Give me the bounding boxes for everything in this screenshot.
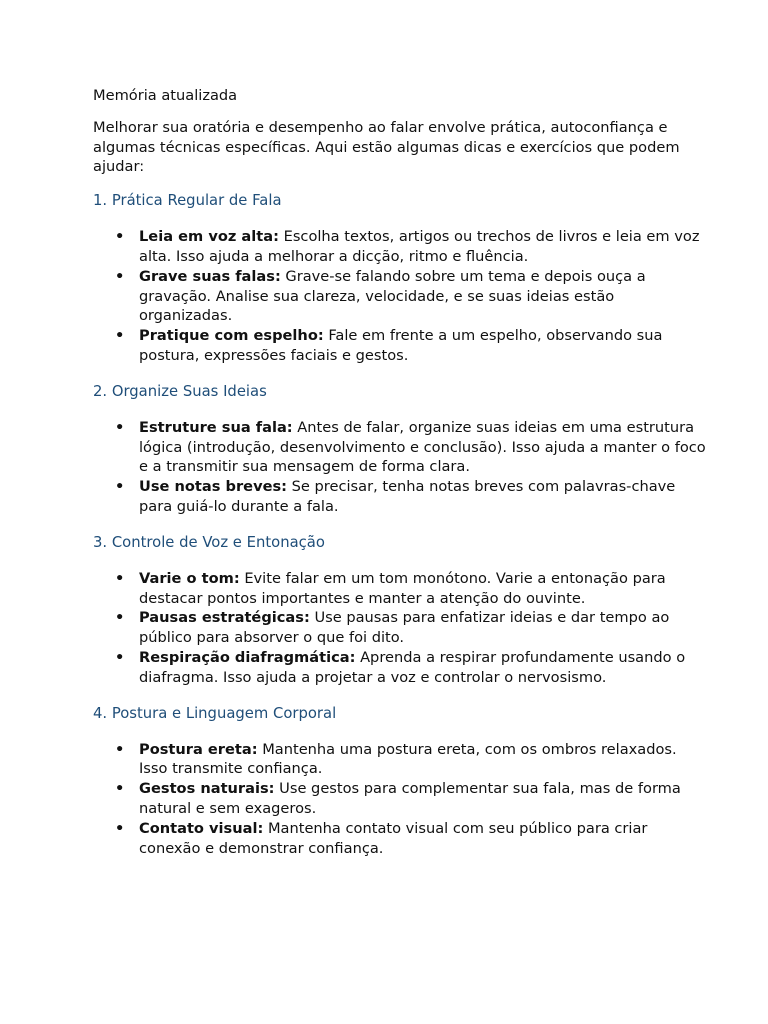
- list-item: [93, 648, 708, 688]
- list-item: [93, 819, 708, 859]
- bullet-icon: •: [115, 418, 125, 436]
- memory-label: Memória atualizada: [93, 87, 238, 104]
- item-text: Evite falar em um tom monótono. Varie a entonação para destacar pontos importantes e manter a atenção do ouvinte.: [139, 569, 666, 607]
- bullet-list: [93, 569, 708, 688]
- item-term: Pausas estratégicas:: [139, 609, 310, 627]
- item-term: Leia em voz alta:: [139, 228, 279, 246]
- bullet-icon: •: [115, 267, 125, 285]
- list-item: [93, 779, 708, 819]
- item-text: Antes de falar, organize suas ideias em uma estrutura lógica (introdução, desenvolvimento e conclusão). Isso ajuda a manter o foco e a transmitir sua mensagem de forma clara.: [139, 418, 706, 476]
- item-text: Use gestos para complementar sua fala, mas de forma natural e sem exageros.: [139, 780, 681, 817]
- section-heading: 3. Controle de Voz e Entonação: [93, 533, 325, 551]
- list-item: [93, 326, 708, 366]
- bullet-icon: •: [115, 780, 125, 798]
- intro-paragraph: Melhorar sua oratória e desempenho ao falar envolve prática, autoconfiança e algumas técnicas específicas. Aqui estão algumas dicas e exercícios que podem ajudar:: [93, 118, 680, 176]
- item-term: Pratique com espelho:: [139, 327, 324, 345]
- item-text: Grave-se falando sobre um tema e depois ouça a gravação. Analise sua clareza, velocidade, e se suas ideias estão organizadas.: [139, 267, 646, 325]
- item-term: Respiração diafragmática:: [139, 648, 356, 666]
- bullet-icon: •: [115, 327, 125, 345]
- bullet-icon: •: [115, 819, 125, 837]
- bullet-icon: •: [115, 648, 125, 666]
- item-term: Postura ereta:: [139, 740, 258, 758]
- bullet-icon: •: [115, 228, 125, 246]
- item-text: Mantenha uma postura ereta, com os ombros relaxados. Isso transmite confiança.: [139, 740, 677, 778]
- bullet-icon: •: [115, 569, 125, 587]
- item-text: Se precisar, tenha notas breves com palavras-chave para guiá-lo durante a fala.: [139, 478, 676, 515]
- item-text: Aprenda a respirar profundamente usando o diafragma. Isso ajuda a projetar a voz e controlar o nervosismo.: [139, 648, 686, 686]
- list-item: [93, 418, 708, 477]
- item-term: Estruture sua fala:: [139, 418, 293, 436]
- section-heading: 4. Postura e Linguagem Corporal: [93, 704, 337, 722]
- item-term: Contato visual:: [139, 819, 264, 837]
- list-item: [93, 227, 708, 267]
- list-item: [93, 740, 708, 780]
- bullet-list: [93, 740, 708, 859]
- item-text: Escolha textos, artigos ou trechos de livros e leia em voz alta. Isso ajuda a melhorar a dicção, ritmo e fluência.: [139, 228, 700, 265]
- item-term: Gestos naturais:: [139, 780, 275, 798]
- list-item: [93, 608, 708, 648]
- list-item: [93, 569, 708, 609]
- list-item: [93, 477, 708, 517]
- bullet-icon: •: [115, 478, 125, 496]
- item-text: Use pausas para enfatizar ideias e dar tempo ao público para absorver o que foi dito.: [139, 609, 670, 647]
- bullet-icon: •: [115, 609, 125, 627]
- item-term: Grave suas falas:: [139, 267, 281, 285]
- list-item: [93, 267, 708, 326]
- item-text: Mantenha contato visual com seu público para criar conexão e demonstrar confiança.: [139, 819, 648, 857]
- bullet-icon: •: [115, 740, 125, 758]
- item-term: Varie o tom:: [139, 569, 240, 587]
- section-heading: 2. Organize Suas Ideias: [93, 382, 267, 400]
- bullet-list: [93, 227, 708, 366]
- item-text: Fale em frente a um espelho, observando sua postura, expressões faciais e gestos.: [139, 327, 663, 364]
- item-term: Use notas breves:: [139, 478, 287, 496]
- bullet-list: [93, 418, 708, 517]
- section-heading: 1. Prática Regular de Fala: [93, 192, 282, 210]
